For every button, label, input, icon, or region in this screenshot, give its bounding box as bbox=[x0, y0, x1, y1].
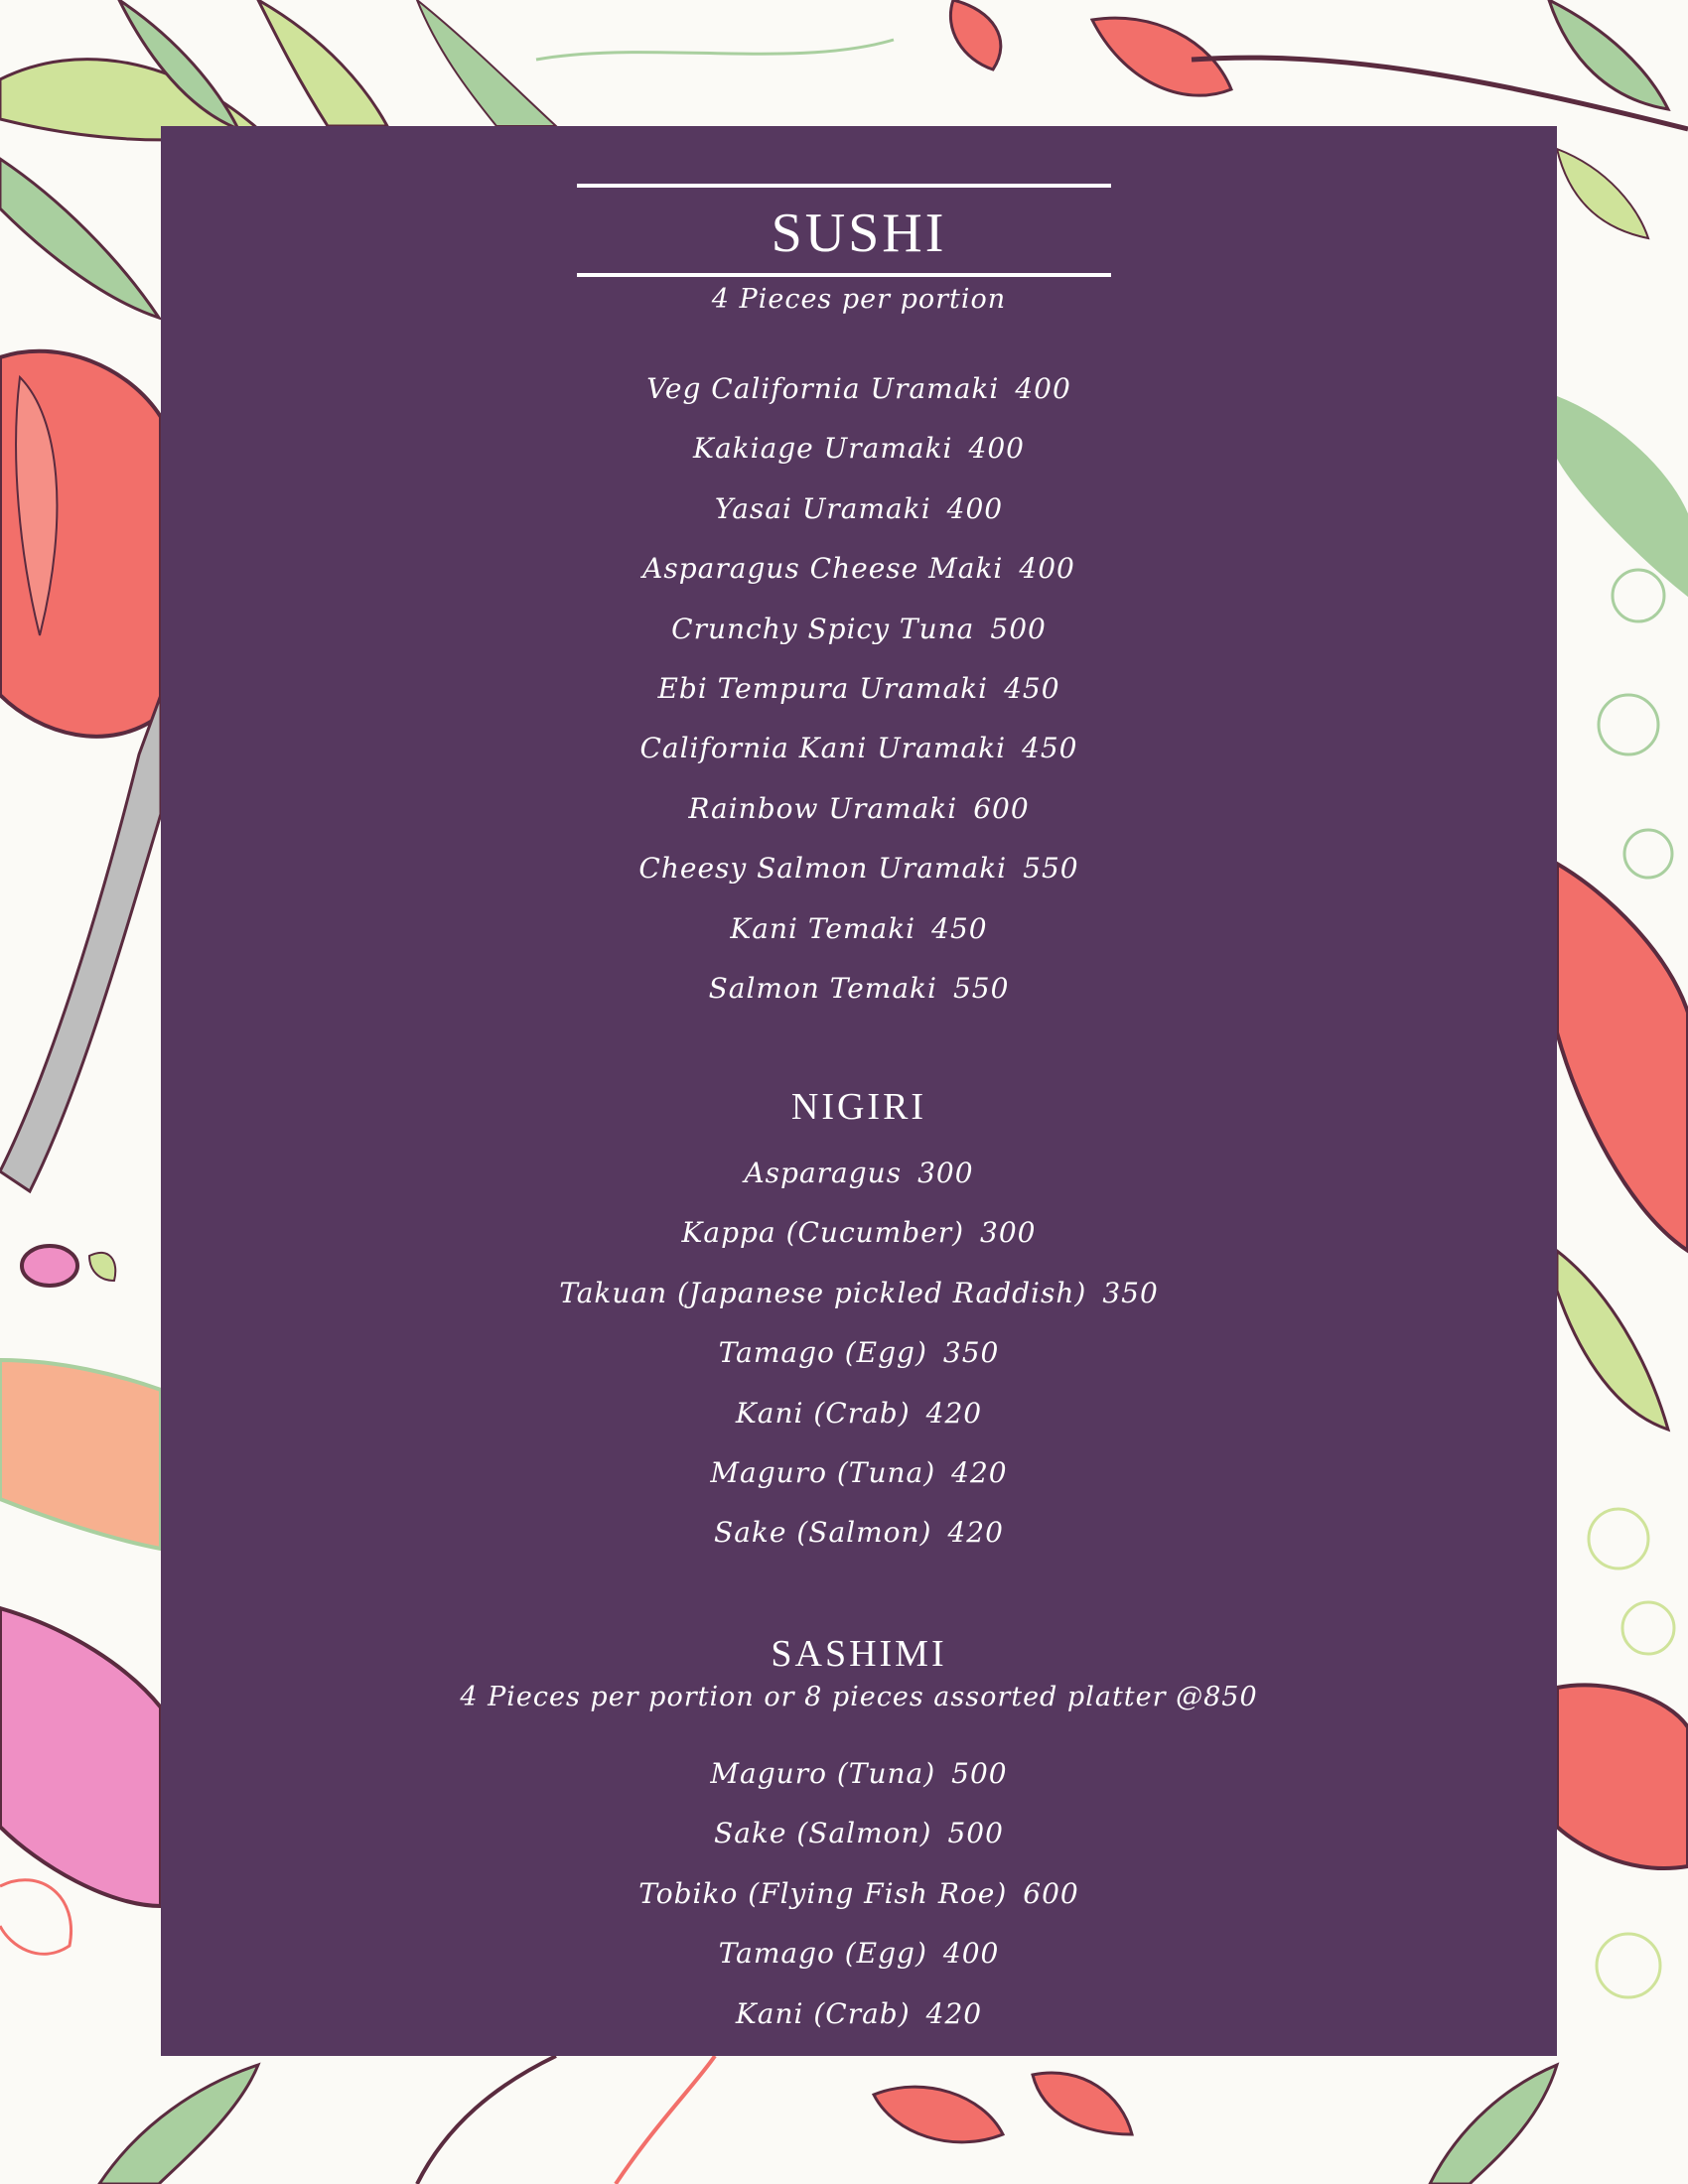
item-price: 400 bbox=[1019, 552, 1075, 586]
item-price: 400 bbox=[1015, 372, 1071, 405]
item-name: Tamago (Egg) bbox=[718, 1937, 927, 1971]
item-price: 550 bbox=[952, 971, 1010, 1005]
item-price: 550 bbox=[1023, 852, 1079, 886]
menu-item bbox=[161, 539, 1557, 599]
menu-item bbox=[161, 1264, 1557, 1323]
menu-item bbox=[161, 1323, 1557, 1383]
item-price: 350 bbox=[942, 1336, 1000, 1370]
item-name: Maguro (Tuna) bbox=[710, 1455, 936, 1489]
item-name: California Kani Uramaki bbox=[639, 732, 1007, 765]
menu-item bbox=[161, 1443, 1557, 1503]
item-name: Kani (Crab) bbox=[735, 1396, 911, 1430]
menu-item bbox=[161, 779, 1557, 839]
sushi-subtitle: 4 Pieces per portion bbox=[711, 284, 1007, 315]
menu-item bbox=[161, 1804, 1557, 1863]
item-name: Cheesy Salmon Uramaki bbox=[638, 852, 1008, 886]
item-name: Crunchy Spicy Tuna bbox=[671, 612, 975, 645]
item-price: 300 bbox=[980, 1216, 1037, 1250]
item-price: 420 bbox=[947, 1516, 1004, 1550]
menu-item bbox=[161, 719, 1557, 778]
sashimi-list bbox=[161, 1744, 1557, 2044]
item-name: Takuan (Japanese pickled Raddish) bbox=[559, 1276, 1087, 1309]
item-price: 400 bbox=[942, 1937, 1000, 1971]
menu-item bbox=[161, 479, 1557, 539]
nigiri-list bbox=[161, 1144, 1557, 1564]
menu-item bbox=[161, 659, 1557, 719]
petal-shape bbox=[1557, 1685, 1688, 1868]
item-price: 450 bbox=[931, 911, 988, 945]
berry-shape bbox=[22, 1246, 77, 1286]
menu-item bbox=[161, 1503, 1557, 1563]
menu-item bbox=[161, 419, 1557, 478]
item-price: 450 bbox=[1022, 732, 1078, 765]
item-name: Kakiage Uramaki bbox=[693, 432, 953, 466]
menu-item bbox=[161, 1384, 1557, 1443]
item-name: Tobiko (Flying Fish Roe) bbox=[638, 1876, 1008, 1910]
item-name: Tamago (Egg) bbox=[718, 1336, 927, 1370]
menu-panel bbox=[161, 126, 1557, 2056]
menu-item bbox=[161, 359, 1557, 419]
item-price: 500 bbox=[990, 612, 1047, 645]
menu-item bbox=[161, 959, 1557, 1019]
item-price: 600 bbox=[973, 791, 1030, 825]
item-price: 600 bbox=[1023, 1876, 1079, 1910]
item-name: Rainbow Uramaki bbox=[688, 791, 958, 825]
item-price: 420 bbox=[925, 1396, 983, 1430]
item-price: 400 bbox=[968, 432, 1025, 466]
item-price: 350 bbox=[1102, 1276, 1159, 1309]
item-name: Kani Temaki bbox=[730, 911, 916, 945]
menu-item bbox=[161, 899, 1557, 959]
item-name: Veg California Uramaki bbox=[646, 372, 1000, 405]
title-rule-bottom bbox=[577, 273, 1111, 277]
menu-item bbox=[161, 839, 1557, 898]
item-name: Ebi Tempura Uramaki bbox=[657, 671, 989, 705]
menu-item bbox=[161, 1924, 1557, 1983]
title-rule-top bbox=[577, 184, 1111, 188]
item-price: 500 bbox=[947, 1817, 1004, 1850]
item-name: Sake (Salmon) bbox=[714, 1516, 932, 1550]
menu-item bbox=[161, 1203, 1557, 1263]
item-price: 300 bbox=[917, 1157, 974, 1189]
item-name: Yasai Uramaki bbox=[714, 491, 931, 525]
sashimi-title: SASHIMI bbox=[771, 1633, 947, 1675]
item-price: 450 bbox=[1004, 671, 1060, 705]
sashimi-subtitle: 4 Pieces per portion or 8 pieces assorted platter @850 bbox=[460, 1682, 1258, 1712]
menu-item bbox=[161, 1984, 1557, 2044]
item-price: 420 bbox=[925, 1996, 983, 2030]
nigiri-title: NIGIRI bbox=[790, 1086, 927, 1128]
menu-item bbox=[161, 1144, 1557, 1203]
sushi-list bbox=[161, 359, 1557, 1019]
item-name: Asparagus Cheese Maki bbox=[642, 552, 1004, 586]
menu-item bbox=[161, 1744, 1557, 1804]
item-name: Sake (Salmon) bbox=[714, 1817, 932, 1850]
item-price: 420 bbox=[951, 1455, 1008, 1489]
item-price: 500 bbox=[951, 1757, 1008, 1790]
item-name: Maguro (Tuna) bbox=[710, 1757, 936, 1790]
item-name: Salmon Temaki bbox=[708, 971, 937, 1005]
sushi-title: SUSHI bbox=[771, 203, 947, 264]
item-name: Kani (Crab) bbox=[735, 1996, 911, 2030]
item-name: Kappa (Cucumber) bbox=[681, 1216, 965, 1250]
menu-item bbox=[161, 600, 1557, 659]
item-name: Asparagus bbox=[744, 1157, 903, 1189]
menu-item bbox=[161, 1864, 1557, 1924]
item-price: 400 bbox=[946, 491, 1004, 525]
